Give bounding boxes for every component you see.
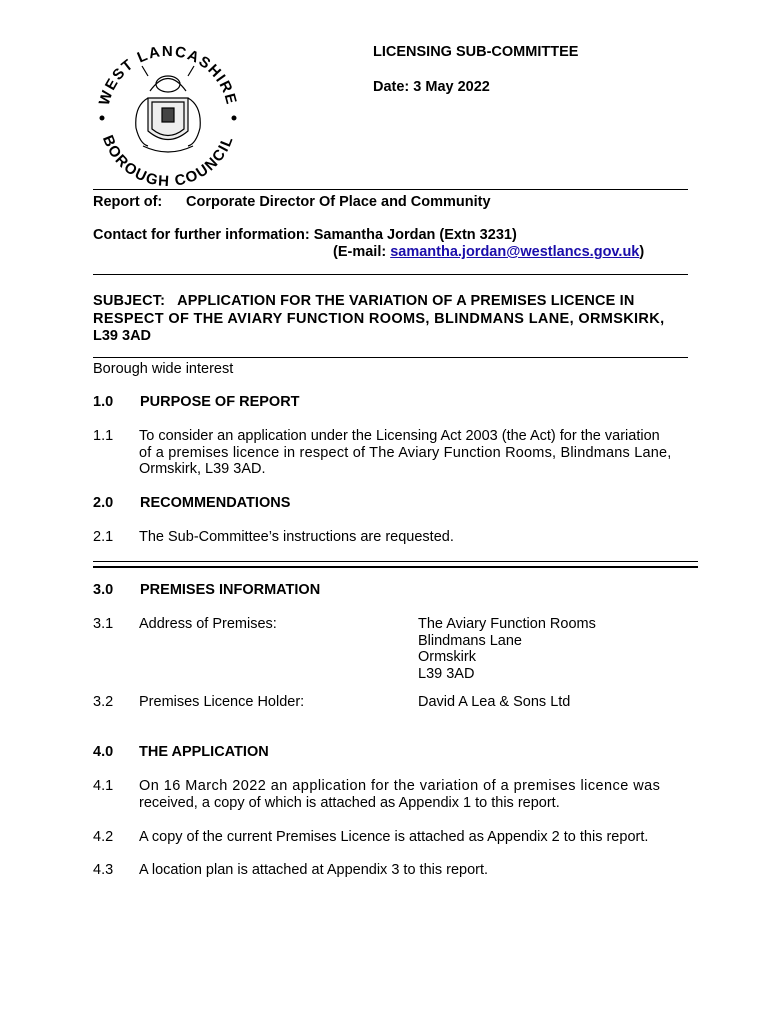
section-divider xyxy=(93,561,698,568)
para-4-2-number: 4.2 xyxy=(93,829,114,845)
para-1-1-line-1: To consider an application under the Licensing Act 2003 (the Act) for the variation xyxy=(139,428,660,444)
report-of-label: Report of: xyxy=(93,194,163,210)
contact-email-line xyxy=(333,244,644,260)
council-logo xyxy=(88,36,248,186)
logo-text-top: WEST LANCASHIRE xyxy=(95,42,241,108)
section-2-number: 2.0 xyxy=(93,495,114,511)
para-4-1-line-1: On 16 March 2022 an application for the variation of a premises licence was xyxy=(139,778,661,794)
subject-line-1: SUBJECT: APPLICATION FOR THE VARIATION OF A PREMISES LICENCE IN xyxy=(93,293,635,309)
section-3-title: PREMISES INFORMATION xyxy=(140,582,321,598)
report-of-value: Corporate Director Of Place and Community xyxy=(186,194,491,210)
meeting-date: Date: 3 May 2022 xyxy=(373,79,490,95)
para-1-1-line-2: of a premises licence in respect of The Aviary Function Rooms, Blindmans Lane, xyxy=(139,445,672,461)
divider xyxy=(93,189,688,190)
section-4-number: 4.0 xyxy=(93,744,114,760)
council-crest-icon xyxy=(88,36,248,186)
para-4-1-line-2: received, a copy of which is attached as Appendix 1 to this report. xyxy=(139,795,560,811)
contact-line: Contact for further information: Samantha Jordan (Extn 3231) xyxy=(93,227,517,243)
section-4-title: THE APPLICATION xyxy=(139,744,269,760)
licence-holder-label: Premises Licence Holder: xyxy=(139,694,305,710)
para-1-1-line-3: Ormskirk, L39 3AD. xyxy=(139,461,266,477)
para-4-3-number: 4.3 xyxy=(93,862,114,878)
para-2-1-number: 2.1 xyxy=(93,529,114,545)
section-3-number: 3.0 xyxy=(93,582,114,598)
licence-holder-value: David A Lea & Sons Ltd xyxy=(418,694,571,710)
para-1-1-number: 1.1 xyxy=(93,428,114,444)
address-line: Blindmans Lane xyxy=(418,632,522,649)
para-3-2-number: 3.2 xyxy=(93,694,114,710)
section-2-title: RECOMMENDATIONS xyxy=(140,495,291,511)
para-4-1-number: 4.1 xyxy=(93,778,114,794)
divider xyxy=(93,274,688,275)
email-suffix: ) xyxy=(639,244,645,260)
address-line: Ormskirk xyxy=(418,649,476,665)
logo-text-bottom: BOROUGH COUNCIL xyxy=(98,132,238,186)
section-1-number: 1.0 xyxy=(93,394,114,410)
section-1-title: PURPOSE OF REPORT xyxy=(140,394,300,410)
para-3-1-number: 3.1 xyxy=(93,616,114,632)
para-4-2-text: A copy of the current Premises Licence is attached as Appendix 2 to this report. xyxy=(139,829,649,845)
interest-text: Borough wide interest xyxy=(93,361,234,377)
committee-title: LICENSING SUB-COMMITTEE xyxy=(373,44,579,60)
subject-line-2: RESPECT OF THE AVIARY FUNCTION ROOMS, BLINDMANS LANE, ORMSKIRK, xyxy=(93,311,665,327)
address-label: Address of Premises: xyxy=(139,616,277,632)
address-line: The Aviary Function Rooms xyxy=(418,616,596,632)
email-link[interactable]: samantha.jordan@westlancs.gov.uk xyxy=(390,244,640,260)
subject-line-3: L39 3AD xyxy=(93,328,152,344)
email-prefix: (E-mail: xyxy=(333,244,391,260)
svg-text:BOROUGH COUNCIL xyxy=(99,133,237,186)
para-2-1-text: The Sub-Committee’s instructions are requested. xyxy=(139,529,454,545)
address-line: L39 3AD xyxy=(418,665,475,682)
divider xyxy=(93,357,688,358)
para-4-3-text: A location plan is attached at Appendix 3 to this report. xyxy=(139,862,489,878)
premises-address xyxy=(418,616,596,682)
